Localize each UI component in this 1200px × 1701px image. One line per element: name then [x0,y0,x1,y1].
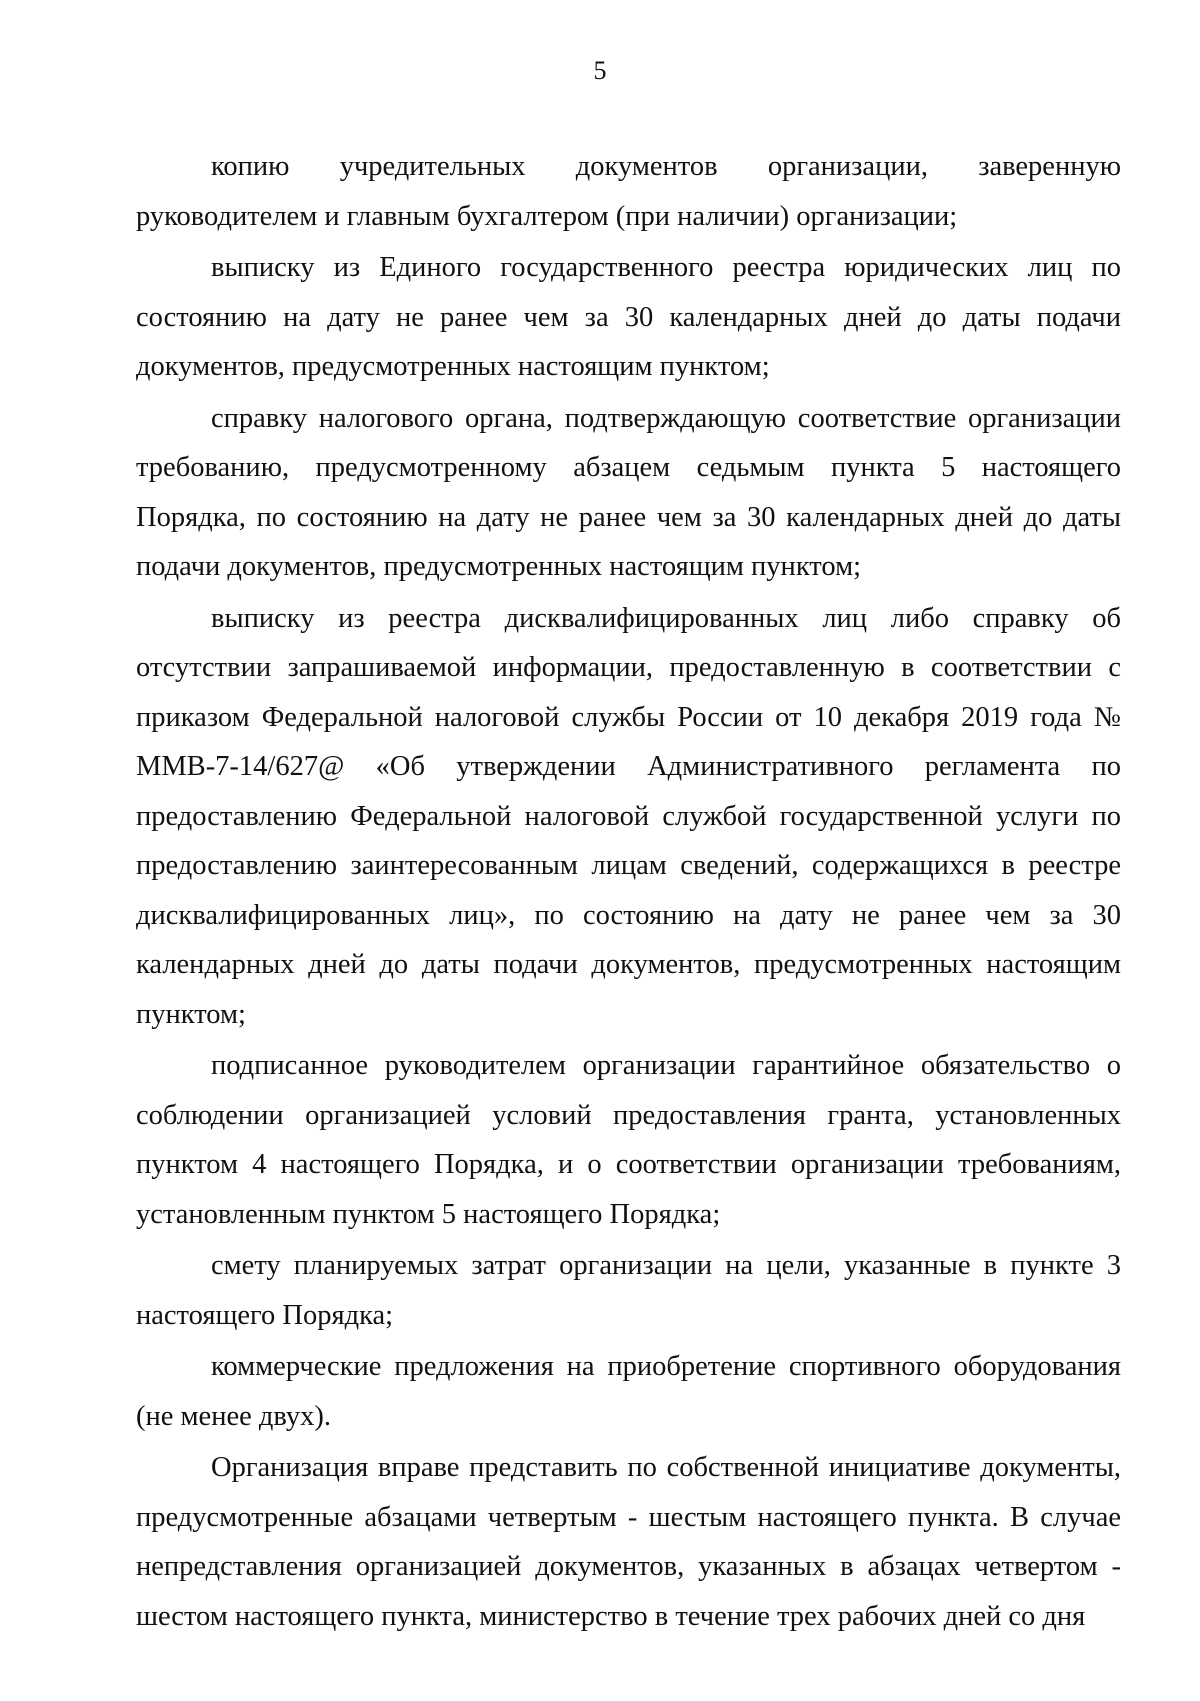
paragraph-egrul-extract: выписку из Единого государственного реестра юридических лиц по состоянию на дату не ранее чем за 30 календарных дней до даты подачи документов, предусмотренных настоящим пунктом; [136,252,1121,382]
paragraph-commercial-offers: коммерческие предложения на приобретение спортивного оборудования (не менее двух). [136,1351,1121,1432]
paragraph-own-initiative: Организация вправе представить по собственной инициативе документы, предусмотренные абзацами четвертым - шестым настоящего пункта. В случае непредставления организацией документов, указанных в абзацах четвертом - шестом настоящего пункта, министерство в течение трех рабочих дней со дня [136,1452,1121,1632]
paragraph-guarantee-obligation: подписанное руководителем организации гарантийное обязательство о соблюдении организацией условий предоставления гранта, установленных пунктом 4 настоящего Порядка, и о соответствии организации требованиям, установленным пунктом 5 настоящего Порядка; [136,1050,1121,1230]
paragraph-disqualified-registry: выписку из реестра дисквалифицированных лиц либо справку об отсутствии запрашиваемой информации, предоставленную в соответствии с приказом Федеральной налоговой службы России от 10 декабря 2019 года № ММВ-7-14/627@ «Об утверждении Административного регламента по предоставлению Федеральной налоговой службой государственной услуги по предоставлению заинтересованным лицам сведений, содержащихся в реестре дисквалифицированных лиц», по состоянию на дату не ранее чем за 30 календарных дней до даты подачи документов, предусмотренных настоящим пунктом; [136,602,1121,1030]
paragraph-tax-certificate: справку налогового органа, подтверждающую соответствие организации требованию, предусмотренному абзацем седьмым пункта 5 настоящего Порядка, по состоянию на дату не ранее чем за 30 календарных дней до даты подачи документов, предусмотренных настоящим пунктом; [136,402,1121,582]
paragraph-charter-documents: копию учредительных документов организации, заверенную руководителем и главным бухгалтером (при наличии) организации; [136,151,1121,232]
page-number: 5 [593,56,607,85]
paragraph-cost-estimate: смету планируемых затрат организации на цели, указанные в пункте 3 настоящего Порядка; [136,1250,1121,1331]
document-body [136,142,1121,1641]
